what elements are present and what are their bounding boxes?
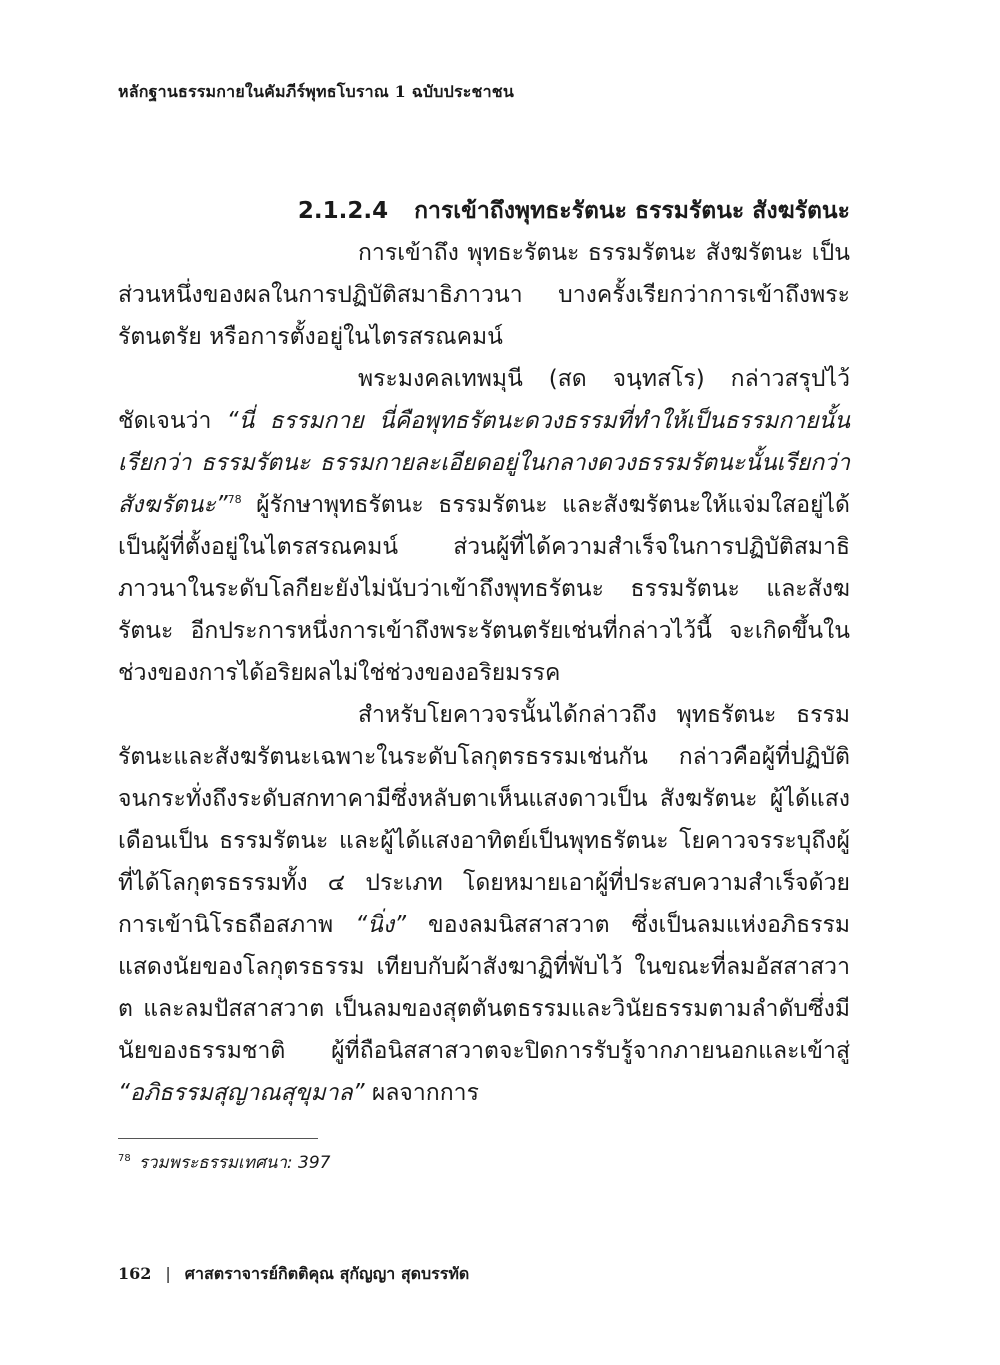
page-footer	[118, 1262, 469, 1287]
paragraph-3	[118, 694, 850, 1114]
footnote-number: 78	[118, 1153, 131, 1164]
paragraph-2	[118, 358, 850, 694]
paragraph-2-lead: พระมงคลเทพมุนี (สด จนฺทสโร) กล่าวสรุปไว้ชัดเจนว่า	[118, 366, 850, 434]
paragraph-2-rest: ผู้รักษาพุทธรัตนะ ธรรมรัตนะ และสังฆรัตนะให้แจ่มใสอยู่ได้เป็นผู้ที่ตั้งอยู่ในไตรสรณคมน์ ส่วนผู้ที่ได้ความสำเร็จในการปฏิบัติสมาธิภาวนาในระดับโลกียะยังไม่นับว่าเข้าถึงพุทธรัตนะ ธรรมรัตนะ และสังฆรัตนะ อีกประการหนึ่งการเข้าถึงพระรัตนตรัยเช่นที่กล่าวไว้นี้ จะเกิดขึ้นในช่วงของการได้อริยผลไม่ใช่ช่วงของอริยมรรค	[118, 492, 850, 686]
footer-separator: |	[165, 1264, 171, 1283]
quote-abhidhamma: “อภิธรรมสุญาณสุขุมาล”	[118, 1080, 365, 1106]
footnote-ref-78[interactable]: 78	[227, 493, 242, 506]
section-heading	[118, 190, 850, 232]
page-number: 162	[118, 1264, 152, 1283]
paragraph-3-mid: ของลมนิสสาสวาต ซึ่งเป็นลมแห่งอภิธรรม แสดงนัยของโลกุตรธรรม เทียบกับผ้าสังฆาฏิที่พับไว้ ในขณะที่ลมอัสสาสวาต และลมปัสสาสวาต เป็นลมของสุตตันตธรรมและวินัยธรรมตามลำดับซึ่งมีนัยของธรรมชาติ ผู้ที่ถือนิสสาสวาตจะปิดการรับรู้จากภายนอกและเข้าสู่	[118, 912, 850, 1064]
running-header: หลักฐานธรรมกายในคัมภีร์พุทธโบราณ 1 ฉบับประชาชน	[118, 82, 514, 101]
dhammakaya-quote: “นี่ ธรรมกาย นี่คือพุทธรัตนะดวงธรรมที่ทำให้เป็นธรรมกายนั้น เรียกว่า ธรรมรัตนะ ธรรมกายละเอียดอยู่ในกลางดวงธรรมรัตนะนั้นเรียกว่า สังฆรัตนะ”	[118, 408, 851, 518]
section-title: การเข้าถึงพุทธะรัตนะ ธรรมรัตนะ สังฆรัตนะ	[414, 198, 850, 224]
section-number: 2.1.2.4	[297, 198, 389, 224]
paragraph-3-end: ผลจากการ	[364, 1080, 479, 1106]
paragraph-1: การเข้าถึง พุทธะรัตนะ ธรรมรัตนะ สังฆรัตนะ เป็นส่วนหนึ่งของผลในการปฏิบัติสมาธิภาวนา บางครั้งเรียกว่าการเข้าถึงพระรัตนตรัย หรือการตั้งอยู่ในไตรสรณคมน์	[118, 240, 850, 350]
footnote	[118, 1150, 330, 1176]
footnote-divider	[118, 1138, 318, 1139]
body-text	[118, 190, 850, 1114]
paragraph-3-lead: สำหรับโยคาวจรนั้นได้กล่าวถึง พุทธรัตนะ ธรรมรัตนะและสังฆรัตนะเฉพาะในระดับโลกุตรธรรมเช่นกัน กล่าวคือผู้ที่ปฏิบัติจนกระทั่งถึงระดับสกทาคามีซึ่งหลับตาเห็นแสงดาวเป็น สังฆรัตนะ ผู้ได้แสงเดือนเป็น ธรรมรัตนะ และผู้ได้แสงอาทิตย์เป็นพุทธรัตนะ โยคาวจรระบุถึงผู้ที่ได้โลกุตรธรรมทั้ง ๔ ประเภท โดยหมายเอาผู้ที่ประสบความสำเร็จด้วยการเข้านิโรธถือสภาพ	[118, 702, 850, 938]
footnote-text: รวมพระธรรมเทศนา: 397	[138, 1153, 331, 1173]
quote-ning: “นิ่ง”	[355, 912, 407, 938]
footer-author: ศาสตราจารย์กิตติคุณ สุกัญญา สุดบรรทัด	[184, 1264, 470, 1283]
